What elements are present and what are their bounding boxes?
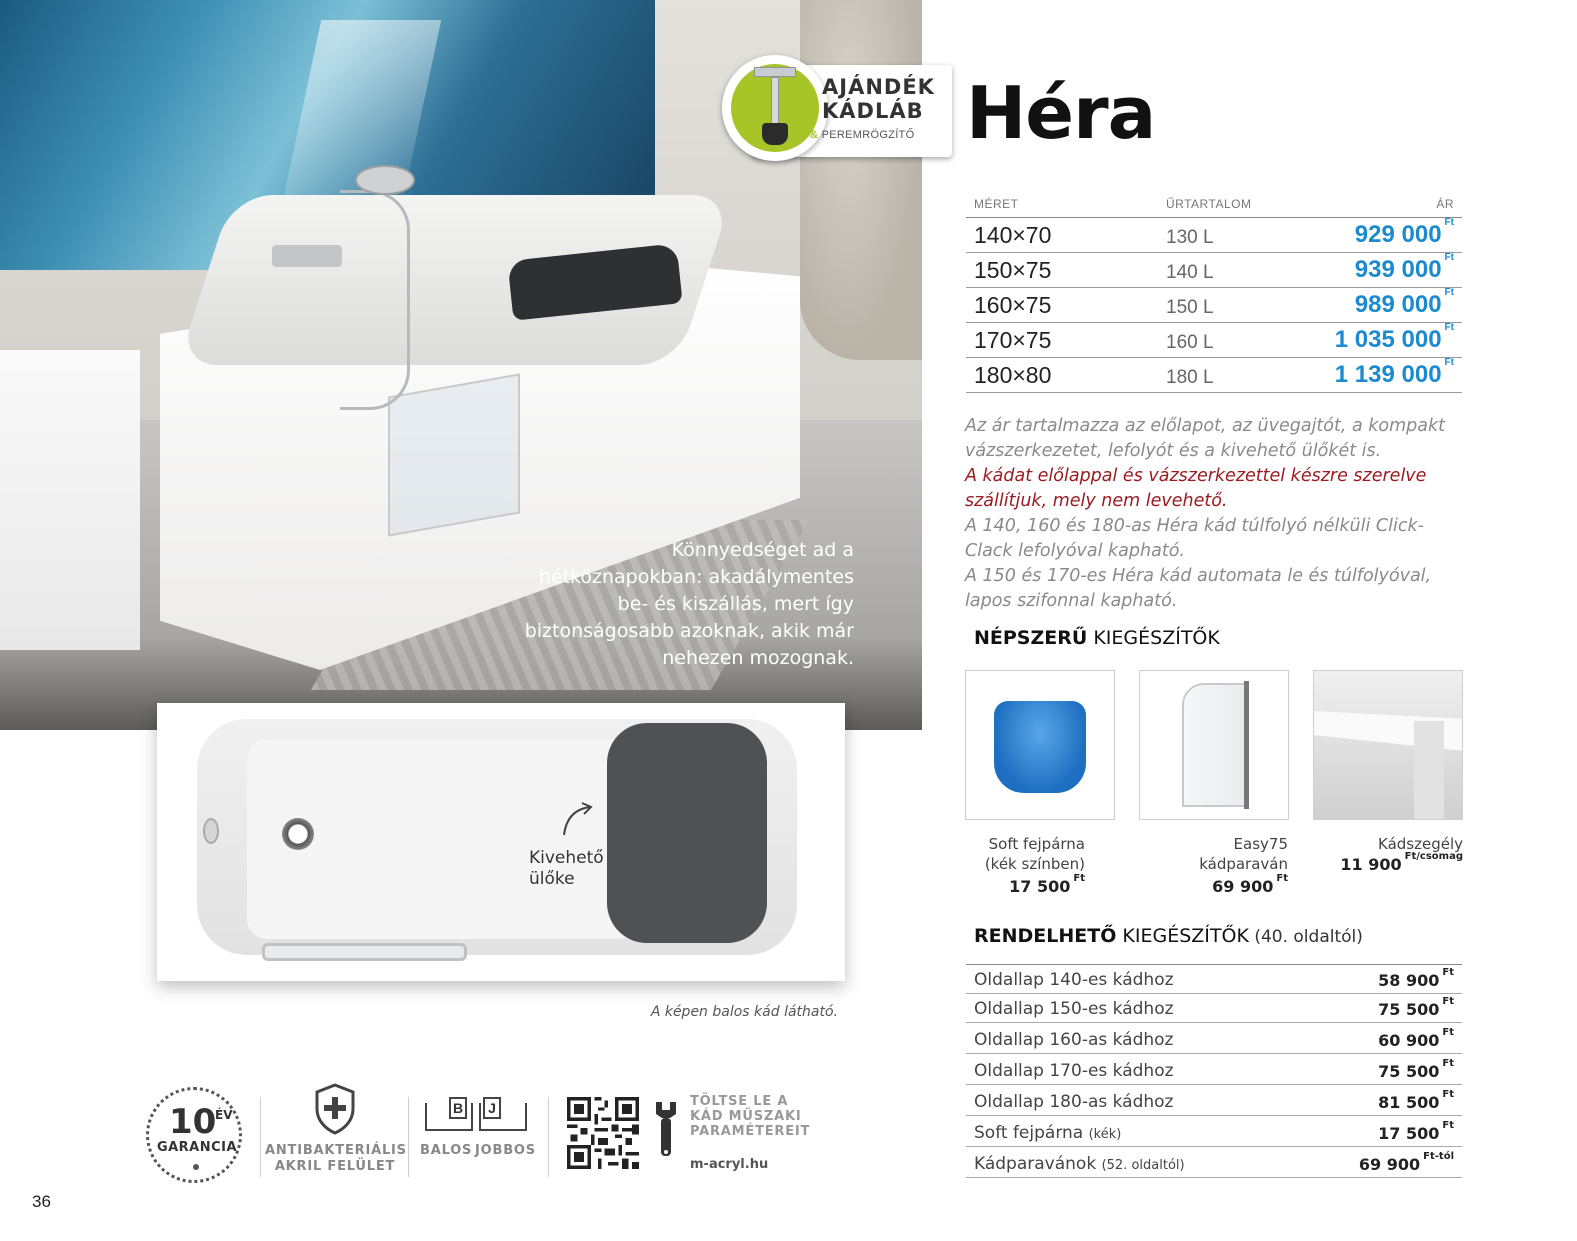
size-cell: 140×70 — [974, 222, 1052, 248]
bath-foot-icon — [762, 67, 788, 147]
popular-accessories-title: NÉPSZERŰ KIEGÉSZÍTŐK — [974, 627, 1220, 649]
accessory-image-edge[interactable] — [1313, 670, 1463, 820]
size-cell: 180×80 — [974, 362, 1052, 388]
shower-head-icon — [355, 165, 415, 195]
popular-item-name: Soft fejpárna (kék színben) — [984, 835, 1085, 873]
left-label: BALOS — [420, 1143, 473, 1158]
popular-item-name: Kádszegély — [1378, 835, 1463, 853]
blue-headrest-icon — [994, 701, 1086, 793]
warranty-badge: 10 ÉV GARANCIA — [146, 1087, 242, 1183]
description-included: Az ár tartalmazza az előlapot, az üvegajtót, a kompakt vázszerkezetet, lefolyót és a kivehető ülőkét is. — [965, 416, 1445, 461]
volume-cell: 160 L — [1166, 332, 1214, 353]
volume-cell: 180 L — [1166, 367, 1214, 388]
price-table — [966, 192, 1462, 393]
divider — [260, 1097, 261, 1177]
accessory-price: 75 500 $^{Ft}$ — [1378, 1058, 1454, 1081]
accessory-price: 69 900 $^{Ft-tól}$ — [1358, 1151, 1454, 1174]
volume-cell: 140 L — [1166, 262, 1214, 283]
left-tub-icon: B — [425, 1103, 473, 1131]
gift-badge — [722, 55, 952, 161]
accessory-name: Oldallap 170-es kádhoz — [974, 1061, 1174, 1081]
accessory-price: 58 900 $^{Ft}$ — [1378, 967, 1454, 990]
gift-line2: KÁDLÁB — [822, 99, 924, 123]
image-caption: A képen balos kád látható. — [650, 1004, 838, 1020]
website-link[interactable]: m-acryl.hu — [690, 1157, 769, 1172]
orderable-accessories-table — [966, 964, 1462, 1178]
accessory-name: Soft fejpárna (kék) — [974, 1123, 1122, 1143]
shield-plus-icon — [313, 1083, 357, 1135]
accessory-row — [966, 994, 1462, 1023]
page-number: 36 — [32, 1192, 51, 1211]
wrench-icon — [650, 1100, 682, 1164]
divider — [548, 1097, 549, 1177]
product-description — [965, 414, 1465, 614]
accessory-price: 75 500 $^{Ft}$ — [1378, 996, 1454, 1019]
size-cell: 160×75 — [974, 292, 1052, 318]
accessory-row — [966, 1147, 1462, 1178]
accessory-name: Oldallap 180-as kádhoz — [974, 1092, 1174, 1112]
price-row — [966, 323, 1462, 358]
price-cell: 939 000 $^{Ft}$ — [1354, 252, 1454, 283]
popular-item-price: 17 500 $^{Ft}$ — [1009, 873, 1085, 896]
gift-line1: AJÁNDÉK — [822, 75, 935, 99]
bathtub-glass-door — [388, 373, 520, 536]
shower-hose — [340, 190, 410, 410]
antibacterial-label: ANTIBAKTERIÁLIS AKRIL FELÜLET — [265, 1143, 407, 1174]
popular-item-price: 69 900 $^{Ft}$ — [1212, 873, 1288, 896]
side-cabinet — [0, 350, 140, 650]
accessory-name: Oldallap 160-as kádhoz — [974, 1030, 1174, 1050]
divider — [408, 1097, 409, 1177]
size-cell: 170×75 — [974, 327, 1052, 353]
accessory-image-screen[interactable] — [1139, 670, 1289, 820]
accessory-price: 81 500 $^{Ft}$ — [1378, 1089, 1454, 1112]
price-table-header — [966, 192, 1462, 218]
price-cell: 1 035 000 $^{Ft}$ — [1334, 322, 1454, 353]
gift-badge-circle — [722, 55, 828, 161]
overflow-icon — [203, 818, 219, 844]
accessory-image-headrest[interactable] — [965, 670, 1115, 820]
product-title: Héra — [966, 71, 1156, 155]
accessory-name: Kádparavánok (52. oldaltól) — [974, 1154, 1185, 1174]
accessory-price: 17 500 $^{Ft}$ — [1378, 1120, 1454, 1143]
size-cell: 150×75 — [974, 257, 1052, 283]
right-label: JOBBOS — [475, 1143, 536, 1158]
right-tub-icon: J — [479, 1103, 527, 1131]
volume-cell: 150 L — [1166, 297, 1214, 318]
price-cell: 929 000 $^{Ft}$ — [1354, 217, 1454, 248]
hero-caption: Könnyedséget ad a hétköznapokban: akadálymentes be- és kiszállás, mert így biztonságosabb azoknak, akik már nehezen mozognak. — [524, 539, 854, 669]
accessory-name: Oldallap 140-es kádhoz — [974, 970, 1174, 990]
description-drain-2: A 150 és 170-es Héra kád automata le és túlfolyóval, lapos szifonnal kapható. — [965, 566, 1432, 611]
price-row — [966, 288, 1462, 323]
door-handle — [262, 943, 467, 961]
description-drain-1: A 140, 160 és 180-as Héra kád túlfolyó nélküli Click-Clack lefolyóval kapható. — [965, 516, 1424, 561]
price-cell: 1 139 000 $^{Ft}$ — [1334, 357, 1454, 388]
popular-item-name: Easy75 kádparaván — [1199, 835, 1288, 873]
header-volume: ŰRTARTALOM — [1166, 197, 1252, 211]
price-row — [966, 253, 1462, 288]
removable-seat — [607, 723, 767, 943]
accessory-row — [966, 1054, 1462, 1085]
accessory-row — [966, 1023, 1462, 1054]
popular-item-price: 11 900 $^{Ft/csomag}$ — [1340, 851, 1463, 874]
seat-label: Kivehető ülőke — [529, 848, 604, 889]
header-price: ÁR — [1436, 197, 1454, 211]
description-delivery-note: A kádat előlappal és vázszerkezettel készre szerelve szállítjuk, mely nem levehető. — [965, 466, 1427, 511]
volume-cell: 130 L — [1166, 227, 1214, 248]
accessory-price: 60 900 $^{Ft}$ — [1378, 1027, 1454, 1050]
accessory-row — [966, 1085, 1462, 1116]
wicker-chair — [800, 0, 922, 360]
qr-code-icon[interactable] — [567, 1097, 639, 1169]
price-cell: 989 000 $^{Ft}$ — [1354, 287, 1454, 318]
download-label: TÖLTSE LE A KÁD MŰSZAKI PARAMÉTEREIT — [690, 1094, 811, 1139]
glass-screen-icon — [1182, 683, 1246, 807]
price-row — [966, 358, 1462, 393]
gift-line3: & PEREMRÖGZÍTŐ — [810, 129, 915, 141]
drain-icon — [282, 818, 314, 850]
bathtub-top-view — [157, 703, 845, 981]
accessory-row — [966, 965, 1462, 994]
price-row — [966, 218, 1462, 253]
header-size: MÉRET — [974, 197, 1019, 211]
orderable-accessories-title: RENDELHETŐ KIEGÉSZÍTŐK (40. oldaltól) — [974, 925, 1363, 947]
curved-arrow-icon — [560, 801, 596, 837]
accessory-name: Oldallap 150-es kádhoz — [974, 999, 1174, 1019]
faucet — [272, 245, 342, 267]
accessory-row — [966, 1116, 1462, 1147]
bath-edge-icon — [1314, 671, 1463, 820]
